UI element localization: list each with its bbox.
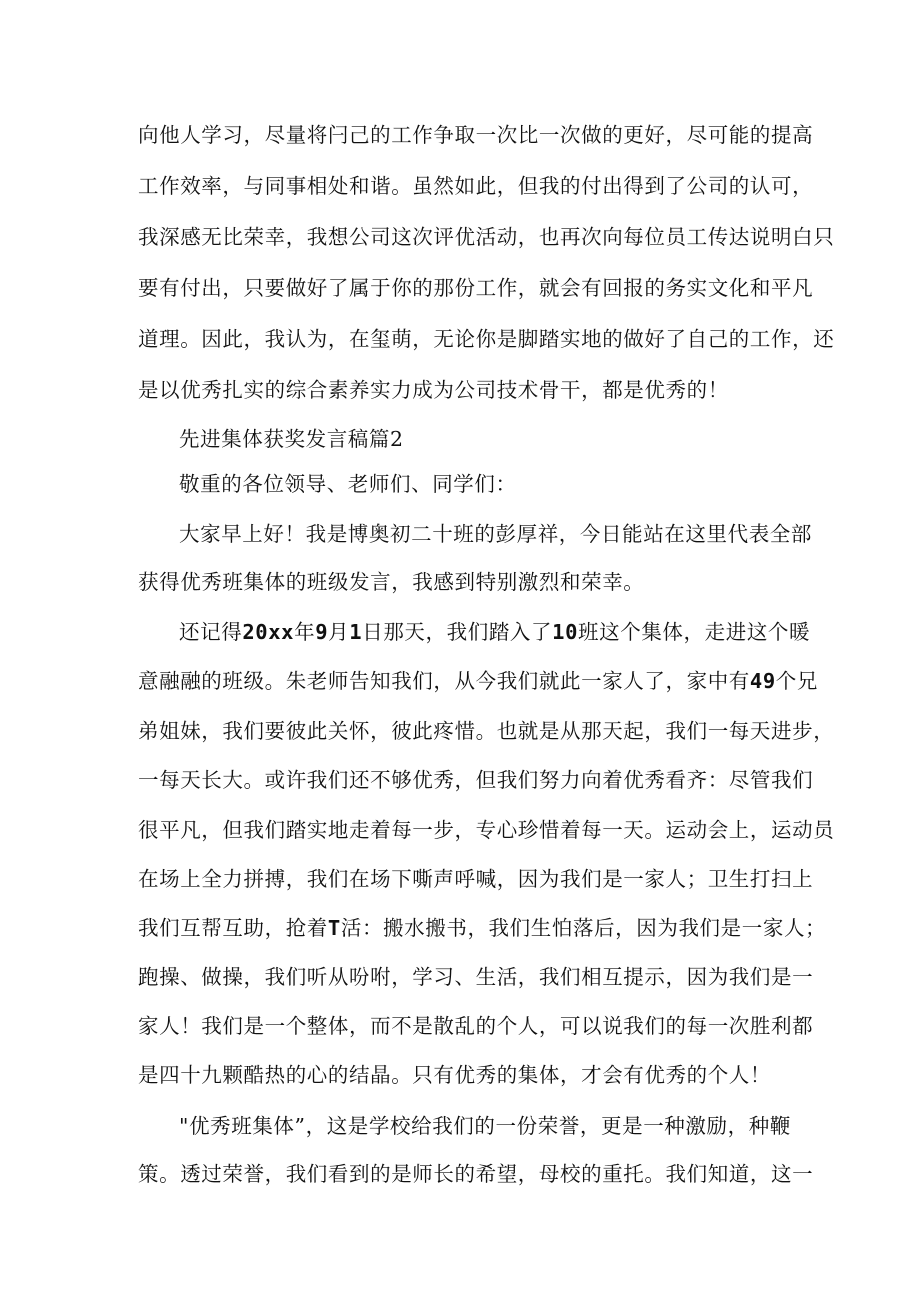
text-run: 还记得 <box>179 620 243 644</box>
body-line: 要有付出，只要做好了属于你的那份工作，就会有回报的务实文化和平凡 <box>138 276 814 300</box>
body-line: 获得优秀班集体的班级发言，我感到特别激烈和荣幸。 <box>138 570 645 594</box>
text-run: 个兄 <box>775 669 818 693</box>
body-line: 道理。因此，我认为，在玺萌，无论你是脚踏实地的做好了自己的工作，还 <box>138 327 835 351</box>
number-run: 10 <box>552 620 579 644</box>
body-line: 家人！我们是一个整体，而不是散乱的个人，可以说我们的每一次胜利都 <box>138 1014 814 1038</box>
text-run: 日那天，我们踏入了 <box>362 620 553 644</box>
greeting-line: 敬重的各位领导、老师们、同学们： <box>179 472 517 496</box>
text-run: 活：搬水搬书，我们生怕落后，因为我们是一家人； <box>340 916 827 940</box>
number-run: 1 <box>349 620 363 644</box>
text-run: 班这个集体，走进这个暖 <box>578 620 811 644</box>
body-line: "优秀班集体”，这是学校给我们的一份荣誉，更是一种激励，种鞭 <box>179 1114 791 1138</box>
section-heading: 先进集体获奖发言稿篇2 <box>179 427 404 451</box>
body-line: 在场上全力拼搏，我们在场下嘶声呼喊，因为我们是一家人；卫生打扫上 <box>138 867 814 891</box>
body-line: 大家早上好！我是博奥初二十班的彭厚祥，今日能站在这里代表全部 <box>179 522 812 546</box>
body-line <box>179 617 810 647</box>
body-line <box>138 913 826 943</box>
body-line: 弟姐妹，我们要彼此关怀，彼此疼惜。也就是从那天起，我们一每天进步， <box>138 719 835 743</box>
body-line: 很平凡，但我们踏实地走着每一步，专心珍惜着每一天。运动会上，运动员 <box>138 818 835 842</box>
body-line: 是四十九颗酷热的心的结晶。只有优秀的集体，才会有优秀的个人！ <box>138 1063 771 1087</box>
text-run: 年 <box>294 620 316 644</box>
number-run: 49 <box>749 669 776 693</box>
letter-run: T <box>327 916 341 940</box>
body-line: 策。透过荣誉，我们看到的是师长的希望，母校的重托。我们知道，这一 <box>138 1162 814 1186</box>
number-run: 20xx <box>242 620 295 644</box>
body-line: 我深感无比荣幸，我想公司这次评优活动，也再次向每位员工传达说明白只 <box>138 225 835 249</box>
body-line: 一每天长大。或许我们还不够优秀，但我们努力向着优秀看齐：尽管我们 <box>138 768 814 792</box>
text-run: 我们互帮互助，抢着 <box>138 916 328 940</box>
text-run: 月 <box>328 620 350 644</box>
body-line: 工作效率，与同事相处和谐。虽然如此，但我的付出得到了公司的认可， <box>138 174 814 198</box>
body-line: 是以优秀扎实的综合素养实力成为公司技术骨干，都是优秀的！ <box>138 378 729 402</box>
text-run: 意融融的班级。朱老师告知我们，从今我们就此一家人了，家中有 <box>138 669 750 693</box>
number-run: 9 <box>315 620 329 644</box>
body-line <box>138 666 818 696</box>
body-line: 跑操、做操，我们听从吩咐，学习、生活，我们相互提示，因为我们是一 <box>138 965 814 989</box>
body-line: 向他人学习，尽量将闩己的工作争取一次比一次做的更好，尽可能的提高 <box>138 123 814 147</box>
